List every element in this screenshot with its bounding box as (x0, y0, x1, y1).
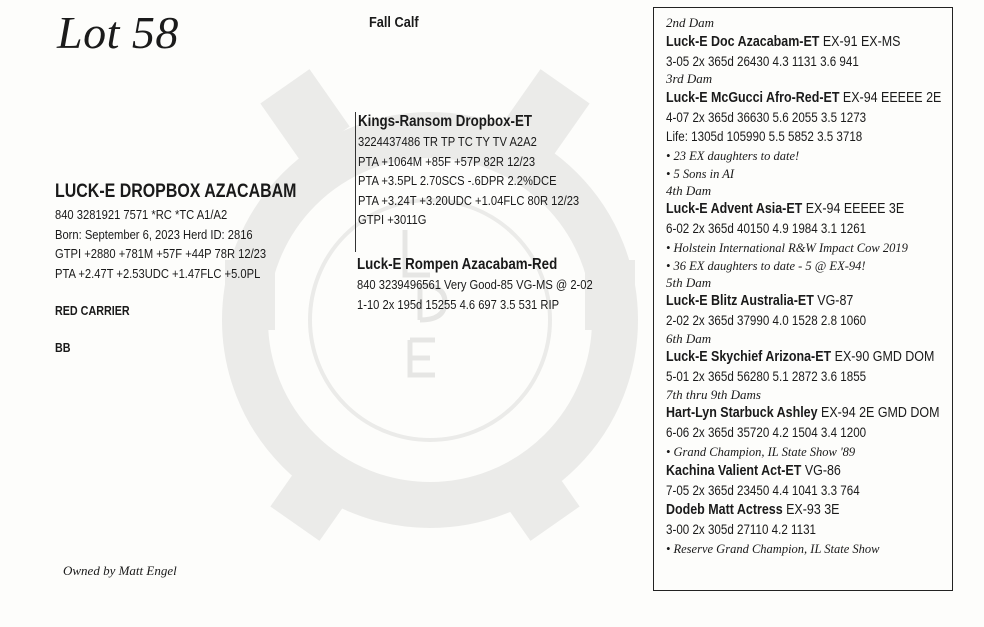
pedigree-cow-name: Hart-Lyn Starbuck Ashley (666, 405, 818, 421)
sire-name: Kings-Ransom Dropbox-ET (358, 113, 533, 130)
pedigree-note: • 36 EX daughters to date - 5 @ EX-94! (666, 258, 866, 273)
pedigree-cow-name: Luck-E Doc Azacabam-ET (666, 33, 820, 50)
sire-info (355, 112, 615, 252)
pedigree-cow (666, 347, 935, 367)
sire-line: PTA +1064M +85F +57P 82R 12/23 (358, 153, 536, 169)
pedigree-cow (666, 500, 912, 520)
pedigree-cow-name: Luck-E McGucci Afro-Red-ET (666, 89, 840, 106)
pedigree-cow-score: EX-93 3E (786, 502, 840, 518)
dam-name: Luck-E Rompen Azacabam-Red (357, 256, 558, 273)
pedigree-cow-name: Luck-E Blitz Australia-ET (666, 293, 814, 309)
pedigree-cow (666, 88, 942, 108)
dam-line: 840 3239496561 Very Good-85 VG-MS @ 2-02 (357, 277, 593, 292)
pedigree-record: 2-02 2x 365d 37990 4.0 1528 2.8 1060 (666, 313, 867, 328)
sire-line: 3224437486 TR TP TC TY TV A2A2 (358, 134, 537, 149)
dam-line: 1-10 2x 195d 15255 4.6 697 3.5 531 RIP (357, 296, 560, 312)
pedigree-record: 3-05 2x 365d 26430 4.3 1131 3.6 941 (666, 53, 859, 69)
red-carrier-label: RED CARRIER (55, 304, 130, 318)
pedigree-generation-heading: 4th Dam (666, 182, 712, 198)
pedigree-cow (666, 461, 912, 481)
pedigree-cow (666, 403, 940, 423)
pedigree-record: 6-06 2x 365d 35720 4.2 1504 3.4 1200 (666, 425, 867, 440)
pedigree-cow-name: Dodeb Matt Actress (666, 502, 783, 518)
pedigree-record: 6-02 2x 365d 40150 4.9 1984 3.1 1261 (666, 221, 867, 236)
sire-line: PTA +3.24T +3.20UDC +1.04FLC 80R 12/23 (358, 192, 580, 208)
pedigree-generation-heading: 7th thru 9th Dams (666, 386, 761, 402)
pedigree-note: • Holstein International R&W Impact Cow 2019 (666, 240, 908, 255)
animal-info (55, 181, 375, 283)
animal-id-line: 840 3281921 7571 *RC *TC A1/A2 (55, 207, 228, 222)
pedigree-cow-name: Luck-E Advent Asia-ET (666, 201, 803, 217)
pedigree-record: 5-01 2x 365d 56280 5.1 2872 3.6 1855 (666, 369, 867, 384)
animal-gtpi-line: GTPI +2880 +781M +57F +44P 78R 12/23 (55, 246, 267, 261)
pedigree-generation-heading: 6th Dam (666, 330, 712, 346)
dam-info (357, 255, 631, 314)
pedigree-note: • 5 Sons in AI (666, 166, 735, 181)
pedigree-record: 3-00 2x 305d 27110 4.2 1131 (666, 522, 816, 537)
pedigree-cow-score: EX-94 EEEEE 3E (805, 201, 905, 217)
owner-note: Owned by Matt Engel (63, 563, 177, 578)
pedigree-note: • Grand Champion, IL State Show '89 (666, 444, 856, 459)
pedigree-cow-score: EX-94 EEEEE 2E (842, 89, 942, 106)
pedigree-cow (666, 199, 912, 219)
pedigree-cow-score: VG-87 (817, 293, 854, 309)
pedigree-cow-name: Kachina Valient Act-ET (666, 462, 802, 479)
pedigree-box (653, 7, 953, 591)
pedigree-cow (666, 32, 912, 52)
animal-pta-line: PTA +2.47T +2.53UDC +1.47FLC +5.0PL (55, 265, 261, 281)
pedigree-record: 4-07 2x 365d 36630 5.6 2055 3.5 1273 (666, 109, 867, 125)
sire-line: PTA +3.5PL 2.70SCS -.6DPR 2.2%DCE (358, 173, 557, 188)
pedigree-cow (666, 291, 912, 311)
pedigree-record: 7-05 2x 365d 23450 4.4 1041 3.3 764 (666, 482, 860, 498)
pedigree-record: Life: 1305d 105990 5.5 5852 3.5 3718 (666, 129, 863, 144)
pedigree-cow-name: Luck-E Skychief Arizona-ET (666, 349, 832, 365)
lot-number: Lot 58 (57, 7, 179, 58)
pedigree-cow-score: EX-91 EX-MS (822, 33, 901, 50)
animal-name: LUCK-E DROPBOX AZACABAM (55, 181, 297, 202)
calf-type-label: Fall Calf (369, 15, 419, 31)
pedigree-note: • 23 EX daughters to date! (666, 148, 800, 163)
pedigree-generation-heading: 2nd Dam (666, 15, 715, 30)
pedigree-generation-heading: 3rd Dam (666, 71, 713, 86)
pedigree-generation-heading: 5th Dam (666, 274, 712, 290)
pedigree-cow-score: EX-94 2E GMD DOM (821, 405, 940, 421)
animal-born-line: Born: September 6, 2023 Herd ID: 2816 (55, 226, 253, 242)
pedigree-note: • Reserve Grand Champion, IL State Show (666, 541, 880, 556)
pedigree-cow-score: EX-90 GMD DOM (834, 349, 935, 365)
pedigree-cow-score: VG-86 (804, 462, 841, 479)
sire-line: GTPI +3011G (358, 212, 427, 227)
genotype-label: BB (55, 341, 71, 355)
